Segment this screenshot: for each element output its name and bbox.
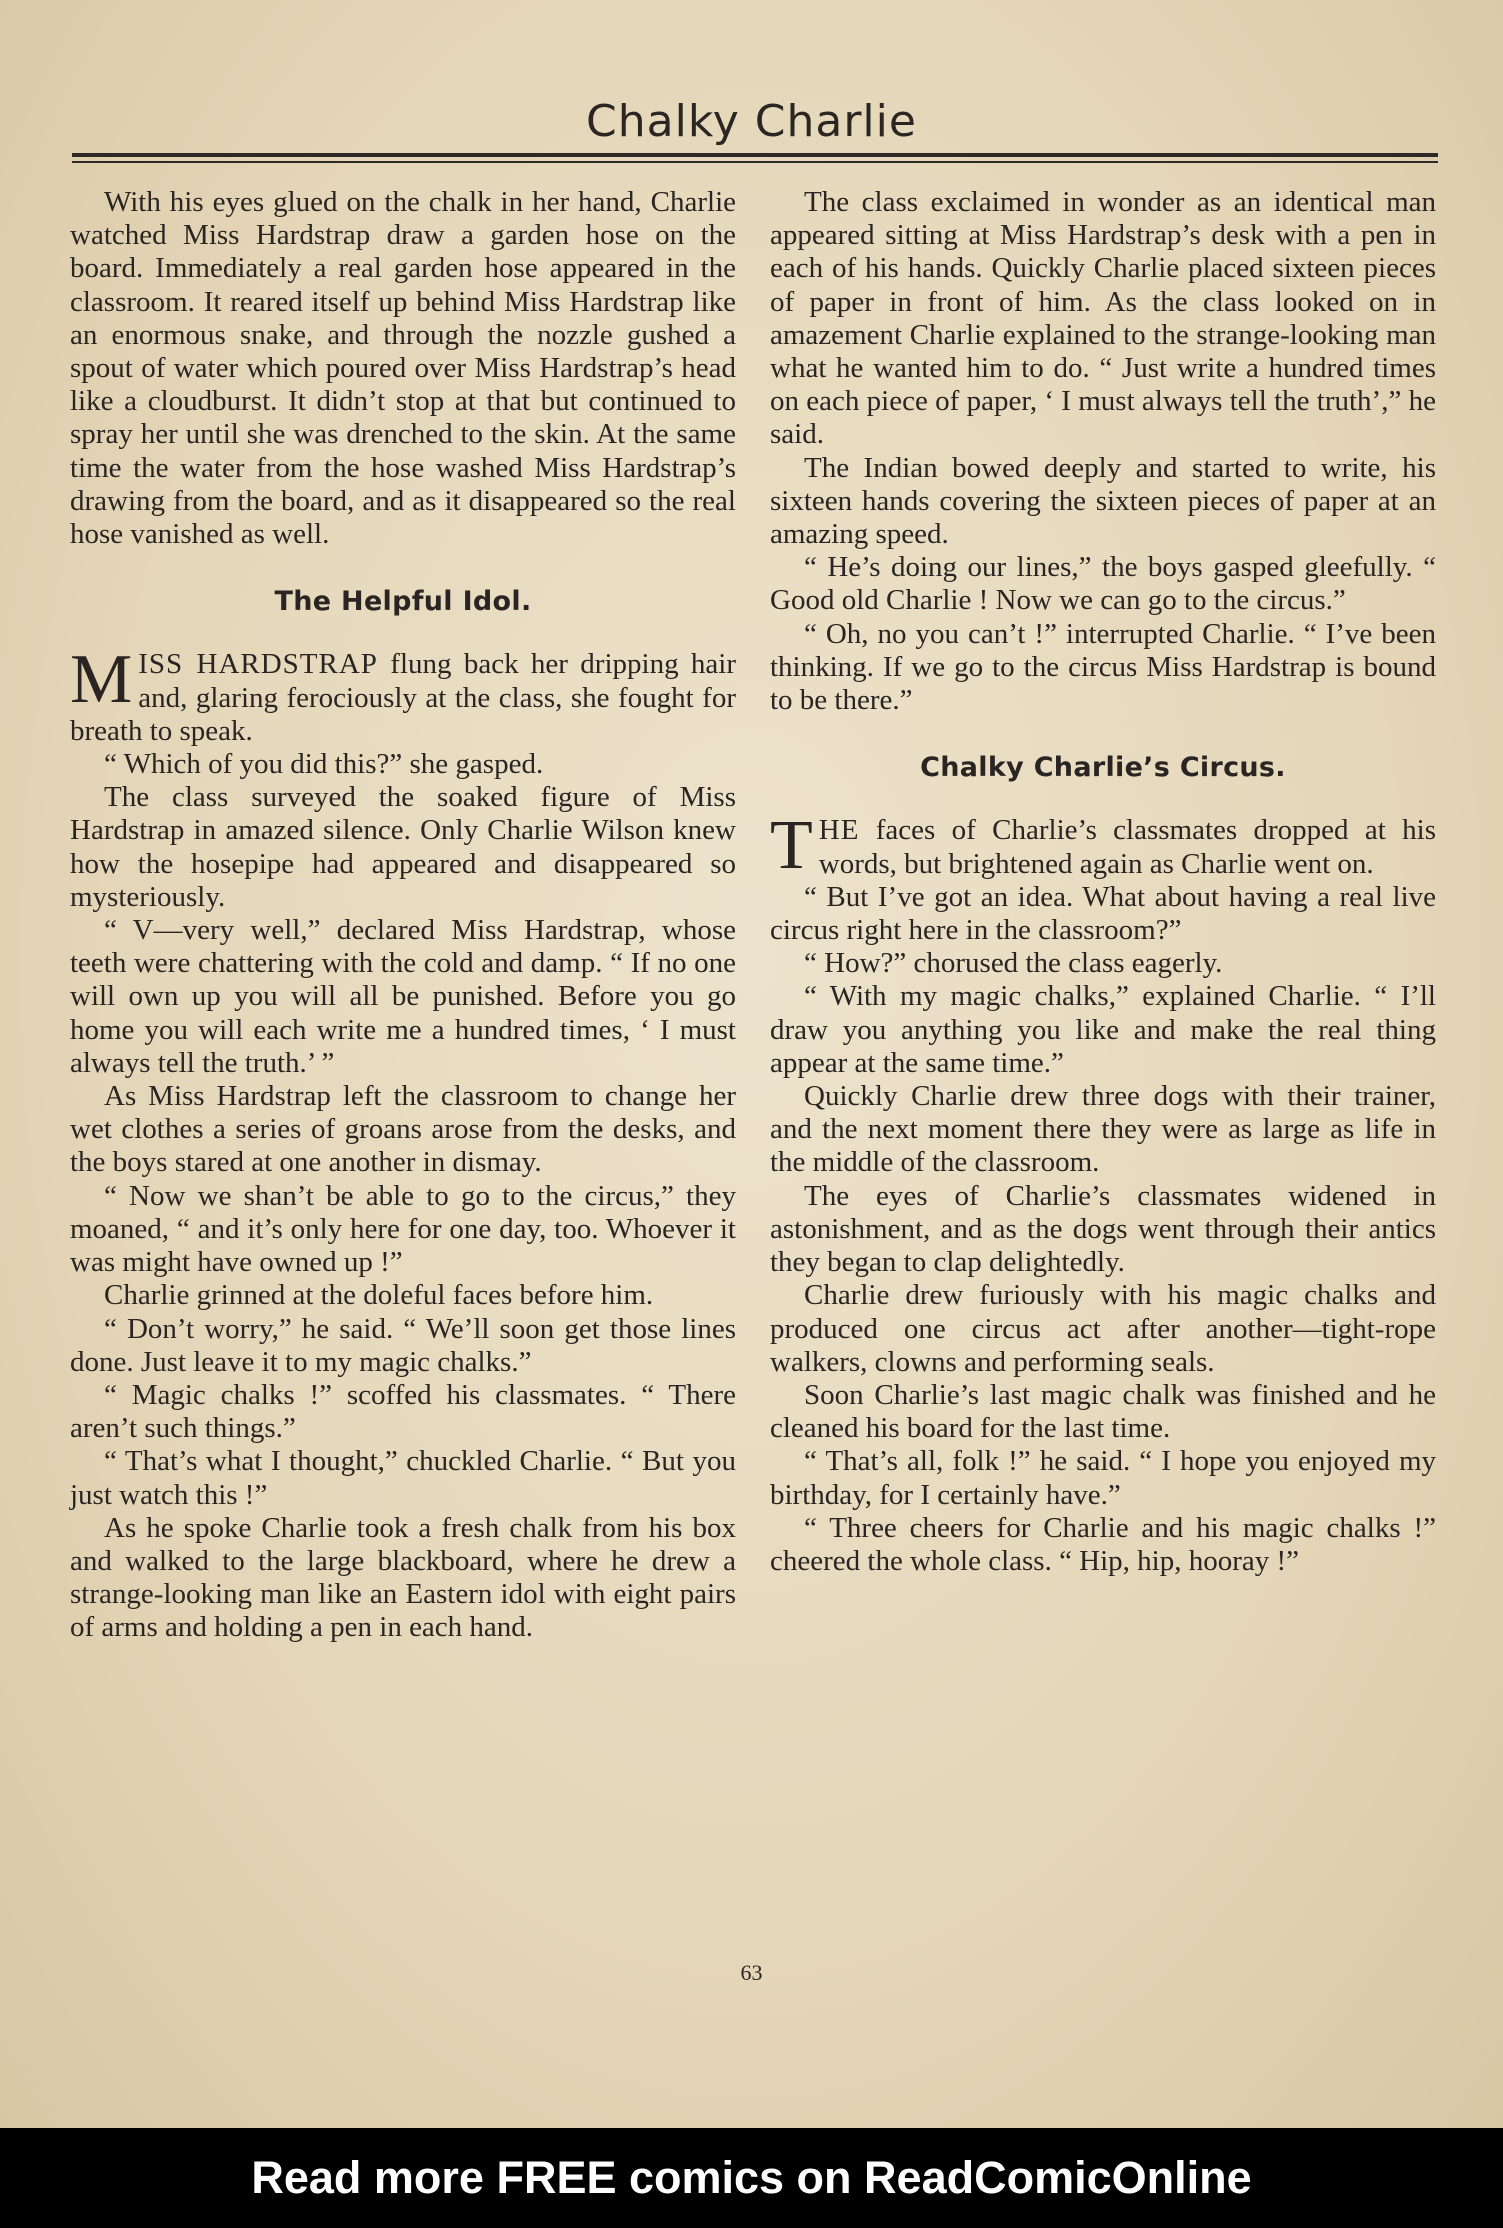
paragraph: “ Magic chalks !” scoffed his classmates. “ There aren’t such things.” <box>70 1378 736 1445</box>
paragraph: As Miss Hardstrap left the classroom to change her wet clothes a series of groans arose from the desks, and the boys stared at one another in dismay. <box>70 1080 736 1179</box>
paragraph: Soon Charlie’s last magic chalk was finished and he cleaned his board for the last time. <box>770 1378 1436 1445</box>
header-rule-thick <box>72 153 1438 157</box>
paragraph: “ With my magic chalks,” explained Charlie. “ I’ll draw you anything you like and make the real thing appear at the same time.” <box>770 980 1436 1079</box>
paragraph: Charlie drew furiously with his magic chalks and produced one circus act after another—tight-rope walkers, clowns and performing seals. <box>770 1279 1436 1378</box>
section-heading-circus: Chalky Charlie’s Circus. <box>920 752 1286 784</box>
dropcap-paragraph <box>70 641 736 748</box>
header-rule-thin <box>72 161 1438 163</box>
paragraph: “ That’s what I thought,” chuckled Charlie. “ But you just watch this !” <box>70 1445 736 1511</box>
section-heading-helpful-idol: The Helpful Idol. <box>274 586 532 618</box>
paragraph: “ Now we shan’t be able to go to the circus,” they moaned, “ and it’s only here for one day, too. Whoever it was might have owned up !” <box>70 1179 736 1279</box>
paragraph: “ Three cheers for Charlie and his magic chalks !” cheered the whole class. “ Hip, hip, hooray !” <box>770 1511 1436 1577</box>
paragraph: Quickly Charlie drew three dogs with their trainer, and the next moment there they were as large as life in the middle of the classroom. <box>770 1080 1436 1179</box>
right-column <box>770 186 1436 1578</box>
paragraph: “ V—very well,” declared Miss Hardstrap, whose teeth were chattering with the cold and damp. “ If no one will own up you will all be punished. Before you go home you will each write me a hundred times, ‘ I must always tell the truth.’ ” <box>70 914 736 1079</box>
paragraph: Charlie grinned at the doleful faces before him. <box>104 1279 654 1312</box>
drop-cap: T <box>770 807 813 885</box>
paragraph: “ He’s doing our lines,” the boys gasped gleefully. “ Good old Charlie ! Now we can go to the circus.” <box>770 551 1436 617</box>
paragraph: “ Don’t worry,” he said. “ We’ll soon get those lines done. Just leave it to my magic chalks.” <box>70 1312 736 1378</box>
paragraph: “ That’s all, folk !” he said. “ I hope you enjoyed my birthday, for I certainly have.” <box>770 1445 1436 1511</box>
promo-banner[interactable]: Read more FREE comics on ReadComicOnline <box>0 2128 1503 2228</box>
paragraph: As he spoke Charlie took a fresh chalk from his box and walked to the large blackboard, where he drew a strange-looking man like an Eastern idol with eight pairs of arms and holding a pen in each hand. <box>70 1511 736 1644</box>
page-title: Chalky Charlie <box>586 96 917 147</box>
paragraph: The class exclaimed in wonder as an identical man appeared sitting at Miss Hardstrap’s desk with a pen in each of his hands. Quickly Charlie placed sixteen pieces of paper in front of him. As the class looked on in amazement Charlie explained to the strange-looking man what he wanted him to do. “ Just write a hundred times on each piece of paper, ‘ I must always tell the truth’,” he said. <box>770 186 1436 451</box>
paragraph: The eyes of Charlie’s classmates widened in astonishment, and as the dogs went through their antics they began to clap delightedly. <box>770 1179 1436 1279</box>
paragraph-rest: flung back her dripping hair and, glaring ferociously at the class, she fought for breath to speak. <box>70 648 736 747</box>
paragraph-rest: faces of Charlie’s classmates dropped at his words, but brightened again as Charlie went on. <box>818 814 1436 880</box>
small-caps-lead: HE <box>818 814 860 847</box>
paragraph: “ Which of you did this?” she gasped. <box>104 748 544 781</box>
paragraph: “ Oh, no you can’t !” interrupted Charlie. “ I’ve been thinking. If we go to the circus Miss Hardstrap is bound to be there.” <box>770 617 1436 717</box>
paragraph: The Indian bowed deeply and started to write, his sixteen hands covering the sixteen pieces of paper at an amazing speed. <box>770 451 1436 551</box>
paragraph: With his eyes glued on the chalk in her hand, Charlie watched Miss Hardstrap draw a garden hose on the board. Immediately a real garden hose appeared in the classroom. It reared itself up behind Miss Hardstrap like an enormous snake, and through the nozzle gushed a spout of water which poured over Miss Hardstrap’s head like a cloudburst. It didn’t stop at that but continued to spray her until she was drenched to the skin. At the same time the water from the hose washed Miss Hardstrap’s drawing from the board, and as it disappeared so the real hose vanished as well. <box>70 186 736 551</box>
paragraph: “ How?” chorused the class eagerly. <box>804 947 1223 980</box>
page-number: 63 <box>740 1960 763 1985</box>
small-caps-lead: ISS HARDSTRAP <box>138 648 378 681</box>
dropcap-paragraph <box>770 807 1436 885</box>
left-column <box>70 186 736 1645</box>
paragraph: The class surveyed the soaked figure of Miss Hardstrap in amazed silence. Only Charlie Wilson knew how the hosepipe had appeared and disappeared so mysteriously. <box>70 781 736 913</box>
drop-cap: M <box>70 641 133 719</box>
paragraph: “ But I’ve got an idea. What about having a real live circus right here in the classroom?” <box>770 880 1436 947</box>
